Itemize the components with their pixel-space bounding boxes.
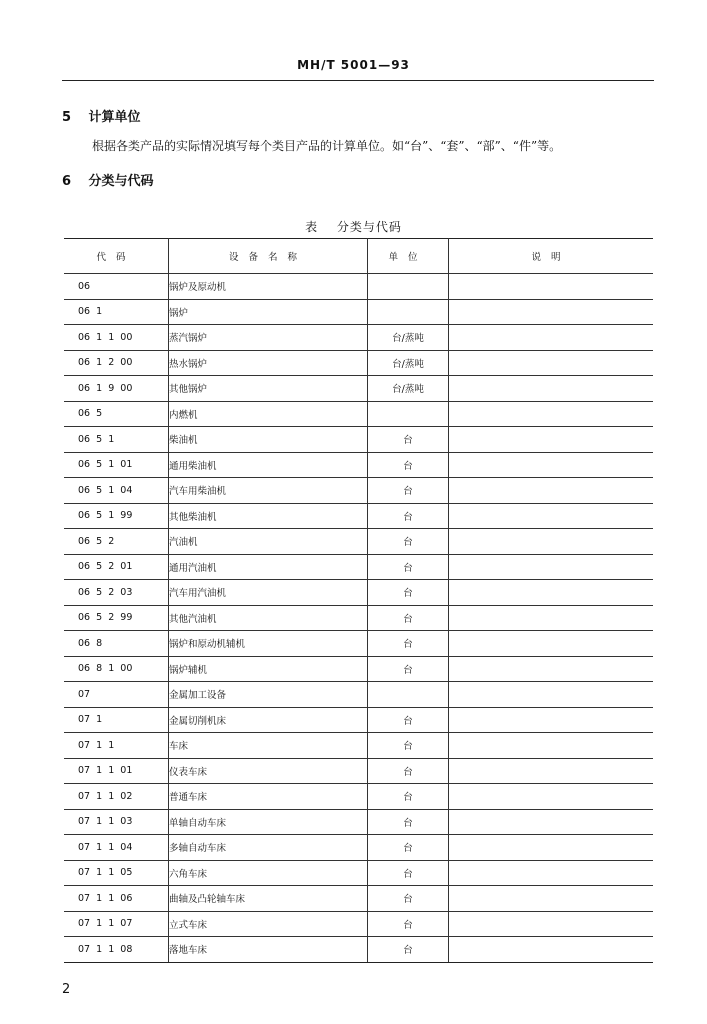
classification-table [64, 238, 653, 963]
row-unit: 台 [368, 784, 449, 810]
row-unit: 台/蒸吨 [368, 325, 449, 351]
row-desc [449, 503, 654, 529]
section-6-heading [62, 170, 154, 189]
row-code: 06 5 1 04 [64, 478, 169, 504]
row-unit: 台 [368, 911, 449, 937]
row-code: 06 5 1 01 [64, 452, 169, 478]
row-desc [449, 707, 654, 733]
row-desc [449, 809, 654, 835]
row-code: 07 1 1 07 [64, 911, 169, 937]
row-unit [368, 401, 449, 427]
table-row [64, 860, 653, 886]
row-desc [449, 605, 654, 631]
row-name: 汽油机 [169, 529, 368, 555]
row-desc [449, 350, 654, 376]
table-row [64, 707, 653, 733]
table-row [64, 401, 653, 427]
row-unit: 台 [368, 733, 449, 759]
row-unit: 台 [368, 580, 449, 606]
row-code: 06 5 2 [64, 529, 169, 555]
row-name: 曲轴及凸轮轴车床 [169, 886, 368, 912]
header-unit: 单位 [368, 239, 449, 274]
table-caption [0, 218, 707, 235]
header-name: 设备名称 [169, 239, 368, 274]
row-name: 单轴自动车床 [169, 809, 368, 835]
table-row [64, 350, 653, 376]
row-name: 仪表车床 [169, 758, 368, 784]
row-name: 六角车床 [169, 860, 368, 886]
section-5-title: 计算单位 [88, 110, 141, 125]
table-row [64, 605, 653, 631]
table-row [64, 911, 653, 937]
row-name: 柴油机 [169, 427, 368, 453]
row-unit: 台/蒸吨 [368, 350, 449, 376]
row-name: 锅炉及原动机 [169, 274, 368, 300]
row-unit: 台 [368, 937, 449, 963]
row-code: 07 1 1 06 [64, 886, 169, 912]
row-desc [449, 427, 654, 453]
table-row [64, 503, 653, 529]
row-code: 06 1 [64, 299, 169, 325]
row-desc [449, 784, 654, 810]
row-code: 06 8 [64, 631, 169, 657]
row-name: 落地车床 [169, 937, 368, 963]
row-name: 其他汽油机 [169, 605, 368, 631]
row-name: 通用汽油机 [169, 554, 368, 580]
row-name: 金属加工设备 [169, 682, 368, 708]
row-desc [449, 682, 654, 708]
table-row [64, 835, 653, 861]
row-code: 06 5 1 99 [64, 503, 169, 529]
table-row [64, 937, 653, 963]
row-code: 07 1 1 03 [64, 809, 169, 835]
table-caption-label: 表 [305, 220, 319, 234]
row-desc [449, 580, 654, 606]
row-code: 06 1 2 00 [64, 350, 169, 376]
row-unit: 台/蒸吨 [368, 376, 449, 402]
row-unit: 台 [368, 554, 449, 580]
row-code: 06 5 [64, 401, 169, 427]
row-unit: 台 [368, 452, 449, 478]
table-header-row [64, 239, 653, 274]
row-desc [449, 656, 654, 682]
table-row [64, 733, 653, 759]
table-row [64, 529, 653, 555]
row-code: 07 1 1 [64, 733, 169, 759]
row-unit [368, 682, 449, 708]
row-desc [449, 886, 654, 912]
table-row [64, 758, 653, 784]
table-row [64, 427, 653, 453]
row-desc [449, 452, 654, 478]
table-caption-title: 分类与代码 [336, 220, 402, 234]
page-number: 2 [62, 982, 71, 997]
row-code: 06 [64, 274, 169, 300]
table-row [64, 452, 653, 478]
table-body [64, 274, 653, 963]
row-desc [449, 274, 654, 300]
row-desc [449, 860, 654, 886]
table-row [64, 631, 653, 657]
table-row [64, 325, 653, 351]
row-unit: 台 [368, 835, 449, 861]
row-desc [449, 911, 654, 937]
row-code: 07 1 [64, 707, 169, 733]
row-desc [449, 325, 654, 351]
row-code: 07 1 1 08 [64, 937, 169, 963]
row-unit: 台 [368, 605, 449, 631]
row-name: 锅炉 [169, 299, 368, 325]
table-row [64, 784, 653, 810]
row-desc [449, 758, 654, 784]
row-unit: 台 [368, 758, 449, 784]
row-unit: 台 [368, 886, 449, 912]
row-name: 锅炉辅机 [169, 656, 368, 682]
row-code: 06 8 1 00 [64, 656, 169, 682]
table-row [64, 478, 653, 504]
header-desc: 说明 [449, 239, 654, 274]
table-row [64, 809, 653, 835]
row-code: 07 1 1 02 [64, 784, 169, 810]
row-name: 立式车床 [169, 911, 368, 937]
row-desc [449, 478, 654, 504]
document-code-header: MH/T 5001—93 [297, 58, 410, 72]
row-unit: 台 [368, 656, 449, 682]
row-code: 07 1 1 01 [64, 758, 169, 784]
header-code: 代码 [64, 239, 169, 274]
row-name: 内燃机 [169, 401, 368, 427]
table-row [64, 299, 653, 325]
section-5-heading [62, 106, 141, 125]
row-unit: 台 [368, 503, 449, 529]
section-5-paragraph: 根据各类产品的实际情况填写每个类目产品的计算单位。如“台”、“套”、“部”、“件”等。 [92, 139, 562, 153]
section-6-title: 分类与代码 [88, 174, 154, 189]
row-name: 蒸汽锅炉 [169, 325, 368, 351]
row-name: 其他柴油机 [169, 503, 368, 529]
row-code: 06 5 2 03 [64, 580, 169, 606]
row-unit: 台 [368, 529, 449, 555]
table-row [64, 376, 653, 402]
row-code: 06 5 1 [64, 427, 169, 453]
row-unit: 台 [368, 427, 449, 453]
section-6-number: 6 [62, 174, 72, 189]
table-row [64, 656, 653, 682]
row-name: 车床 [169, 733, 368, 759]
table-row [64, 554, 653, 580]
table-row [64, 274, 653, 300]
row-code: 07 1 1 04 [64, 835, 169, 861]
row-unit: 台 [368, 478, 449, 504]
row-desc [449, 376, 654, 402]
row-unit [368, 274, 449, 300]
row-name: 热水锅炉 [169, 350, 368, 376]
row-desc [449, 529, 654, 555]
table-row [64, 580, 653, 606]
row-name: 多轴自动车床 [169, 835, 368, 861]
table-row [64, 886, 653, 912]
row-desc [449, 733, 654, 759]
row-code: 06 1 9 00 [64, 376, 169, 402]
header-divider [62, 80, 654, 81]
row-name: 金属切削机床 [169, 707, 368, 733]
row-desc [449, 631, 654, 657]
row-unit: 台 [368, 631, 449, 657]
row-code: 07 1 1 05 [64, 860, 169, 886]
section-5-number: 5 [62, 110, 72, 125]
row-desc [449, 554, 654, 580]
row-code: 07 [64, 682, 169, 708]
row-unit: 台 [368, 860, 449, 886]
row-desc [449, 299, 654, 325]
row-name: 汽车用汽油机 [169, 580, 368, 606]
row-unit: 台 [368, 809, 449, 835]
row-name: 其他锅炉 [169, 376, 368, 402]
row-unit [368, 299, 449, 325]
row-desc [449, 937, 654, 963]
row-name: 锅炉和原动机辅机 [169, 631, 368, 657]
row-code: 06 5 2 99 [64, 605, 169, 631]
row-code: 06 5 2 01 [64, 554, 169, 580]
table-row [64, 682, 653, 708]
row-desc [449, 401, 654, 427]
row-name: 普通车床 [169, 784, 368, 810]
row-unit: 台 [368, 707, 449, 733]
row-desc [449, 835, 654, 861]
row-code: 06 1 1 00 [64, 325, 169, 351]
row-name: 通用柴油机 [169, 452, 368, 478]
row-name: 汽车用柴油机 [169, 478, 368, 504]
